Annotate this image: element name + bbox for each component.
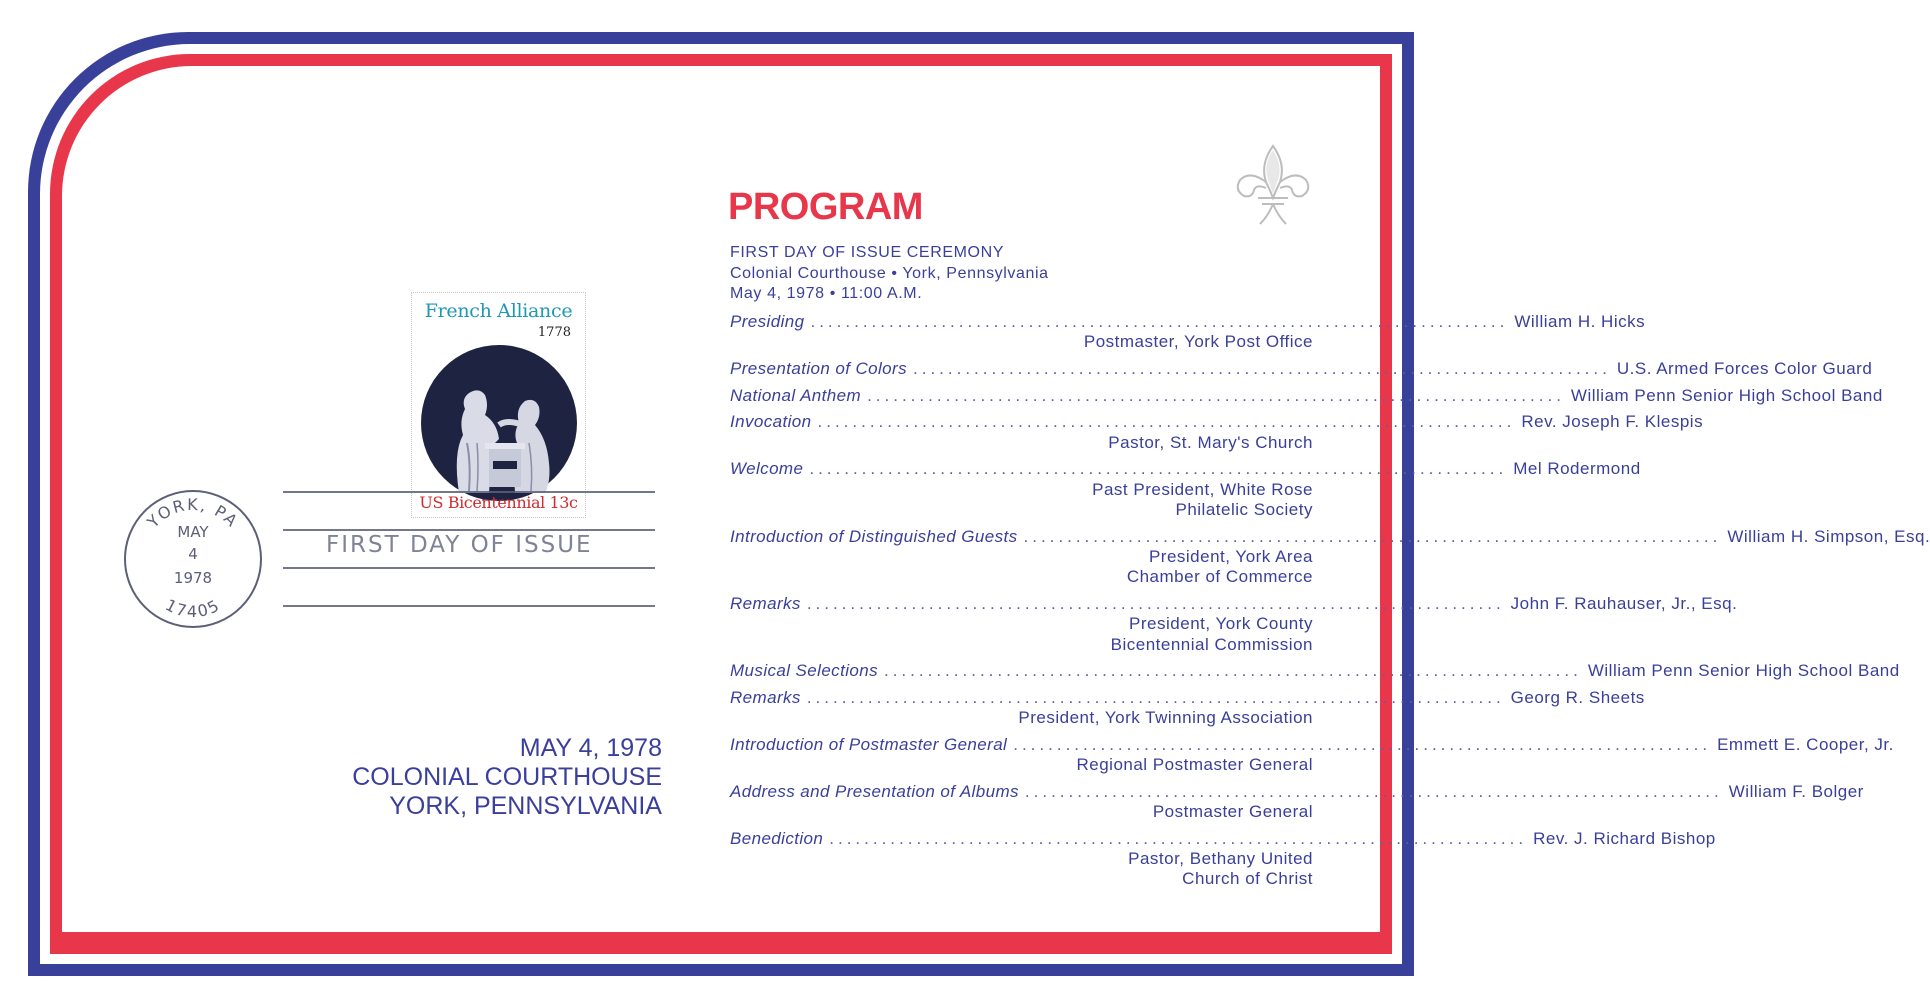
french-alliance-stamp <box>411 292 586 518</box>
program-role: National Anthem <box>730 385 862 405</box>
program-person: Georg R. Sheets <box>1510 687 1645 707</box>
svg-text:17405 <box>162 595 223 621</box>
program-role: Benediction <box>730 828 824 848</box>
postmark-year: 1978 <box>173 569 213 587</box>
program-person-title: President, York County <box>1129 614 1313 634</box>
program-item-line <box>730 687 1645 708</box>
program-item <box>730 593 1738 655</box>
program-person: U.S. Armed Forces Color Guard <box>1616 358 1873 378</box>
program-person-title: Postmaster, York Post Office <box>1083 332 1313 352</box>
leader-dots: ................................................................................ <box>806 687 1505 707</box>
leader-dots: ................................................................................ <box>1023 526 1722 546</box>
program-role: Remarks <box>730 593 801 613</box>
program-person-title: Pastor, Bethany United <box>1128 849 1313 869</box>
program-item-line <box>730 358 1873 379</box>
program-item <box>730 687 1645 729</box>
program-person: Rev. Joseph F. Klespis <box>1521 412 1704 432</box>
leader-dots: ................................................................................ <box>806 593 1505 613</box>
program-person: William Penn Senior High School Band <box>1587 661 1900 681</box>
postmark-day: 4 <box>188 545 198 563</box>
program-person-title: Church of Christ <box>1182 869 1313 889</box>
leader-dots: ................................................................................ <box>817 412 1516 432</box>
stamp-year: 1778 <box>537 325 571 340</box>
program-person-title: President, York Twinning Association <box>1018 708 1313 728</box>
program-person-title: President, York Area <box>1148 546 1313 566</box>
program-items-list <box>730 312 1930 896</box>
program-item <box>730 781 1864 823</box>
program-person: William Penn Senior High School Band <box>1570 385 1883 405</box>
program-item <box>730 661 1900 681</box>
program-item <box>730 312 1646 353</box>
program-person: Emmett E. Cooper, Jr. <box>1717 734 1894 754</box>
program-item <box>730 459 1641 520</box>
program-person-title: Bicentennial Commission <box>1110 634 1313 654</box>
program-role: Musical Selections <box>730 661 878 681</box>
leader-dots: ................................................................................ <box>1013 734 1712 754</box>
leader-dots: ................................................................................ <box>809 459 1508 479</box>
program-person-title: Pastor, St. Mary's Church <box>1108 432 1313 452</box>
program-item <box>730 412 1704 453</box>
york-pa-postmark <box>122 488 264 630</box>
program-person: William H. Hicks <box>1514 312 1646 331</box>
program-person: William H. Simpson, Esq. <box>1727 526 1930 546</box>
program-intro <box>730 243 1049 305</box>
program-item-line <box>730 385 1883 406</box>
program-item-line <box>730 459 1641 479</box>
program-item <box>730 385 1883 406</box>
program-person: Rev. J. Richard Bishop <box>1533 828 1716 848</box>
intro-datetime: May 4, 1978 • 11:00 A.M. <box>730 285 923 302</box>
leader-dots: ................................................................................ <box>883 661 1582 681</box>
program-person-title: Chamber of Commerce <box>1126 567 1313 587</box>
venue-city: YORK, PENNSYLVANIA <box>389 792 662 820</box>
program-person: Mel Rodermond <box>1513 459 1641 479</box>
program-item <box>730 828 1716 890</box>
fleur-de-lis-icon <box>1228 140 1318 230</box>
program-role: Address and Presentation of Albums <box>730 781 1019 801</box>
program-role: Introduction of Postmaster General <box>730 734 1008 754</box>
stamp-title: French Alliance <box>424 300 573 322</box>
program-person-title: Past President, White Rose <box>1092 479 1313 499</box>
program-role: Presiding <box>730 312 805 331</box>
program-item-line <box>730 734 1894 755</box>
stamp-caption: US Bicentennial 13c <box>419 493 578 512</box>
program-item <box>730 734 1894 776</box>
program-item-line <box>730 781 1864 802</box>
program-role: Presentation of Colors <box>730 358 907 378</box>
program-item-line <box>730 661 1900 681</box>
program-item-line <box>730 526 1930 547</box>
program-role: Remarks <box>730 687 801 707</box>
program-item <box>730 526 1930 588</box>
first-day-of-issue-cancel: FIRST DAY OF ISSUE <box>326 532 593 558</box>
program-item <box>730 358 1873 379</box>
venue-date: MAY 4, 1978 <box>519 734 662 762</box>
leader-dots: ................................................................................ <box>867 385 1565 405</box>
stamp-medallion-illustration <box>419 343 579 503</box>
program-person: William F. Bolger <box>1728 781 1864 801</box>
intro-ceremony: FIRST DAY OF ISSUE CEREMONY <box>730 244 1005 261</box>
program-item-line <box>730 828 1716 849</box>
program-role: Invocation <box>730 412 812 432</box>
program-person-title: Philatelic Society <box>1175 499 1313 519</box>
postmark-zip: 17405 <box>162 595 224 621</box>
venue-building: COLONIAL COURTHOUSE <box>352 763 662 791</box>
leader-dots: ................................................................................ <box>829 828 1528 848</box>
venue-block <box>352 734 662 821</box>
postmark-month: MAY <box>177 523 209 541</box>
program-person-title: Postmaster General <box>1152 802 1313 822</box>
leader-dots: ................................................................................ <box>810 312 1509 331</box>
program-item-line <box>730 312 1646 332</box>
program-title: PROGRAM <box>728 186 923 228</box>
program-item-line <box>730 593 1738 614</box>
leader-dots: ................................................................................ <box>1024 781 1723 801</box>
program-person-title: Regional Postmaster General <box>1076 755 1313 775</box>
program-item-line <box>730 412 1704 432</box>
intro-location: Colonial Courthouse • York, Pennsylvania <box>730 264 1049 282</box>
program-person: John F. Rauhauser, Jr., Esq. <box>1510 593 1738 613</box>
leader-dots: ................................................................................ <box>913 358 1611 378</box>
program-role: Introduction of Distinguished Guests <box>730 526 1018 546</box>
postmark-city: YORK, PA <box>143 494 243 532</box>
program-role: Welcome <box>730 459 804 479</box>
